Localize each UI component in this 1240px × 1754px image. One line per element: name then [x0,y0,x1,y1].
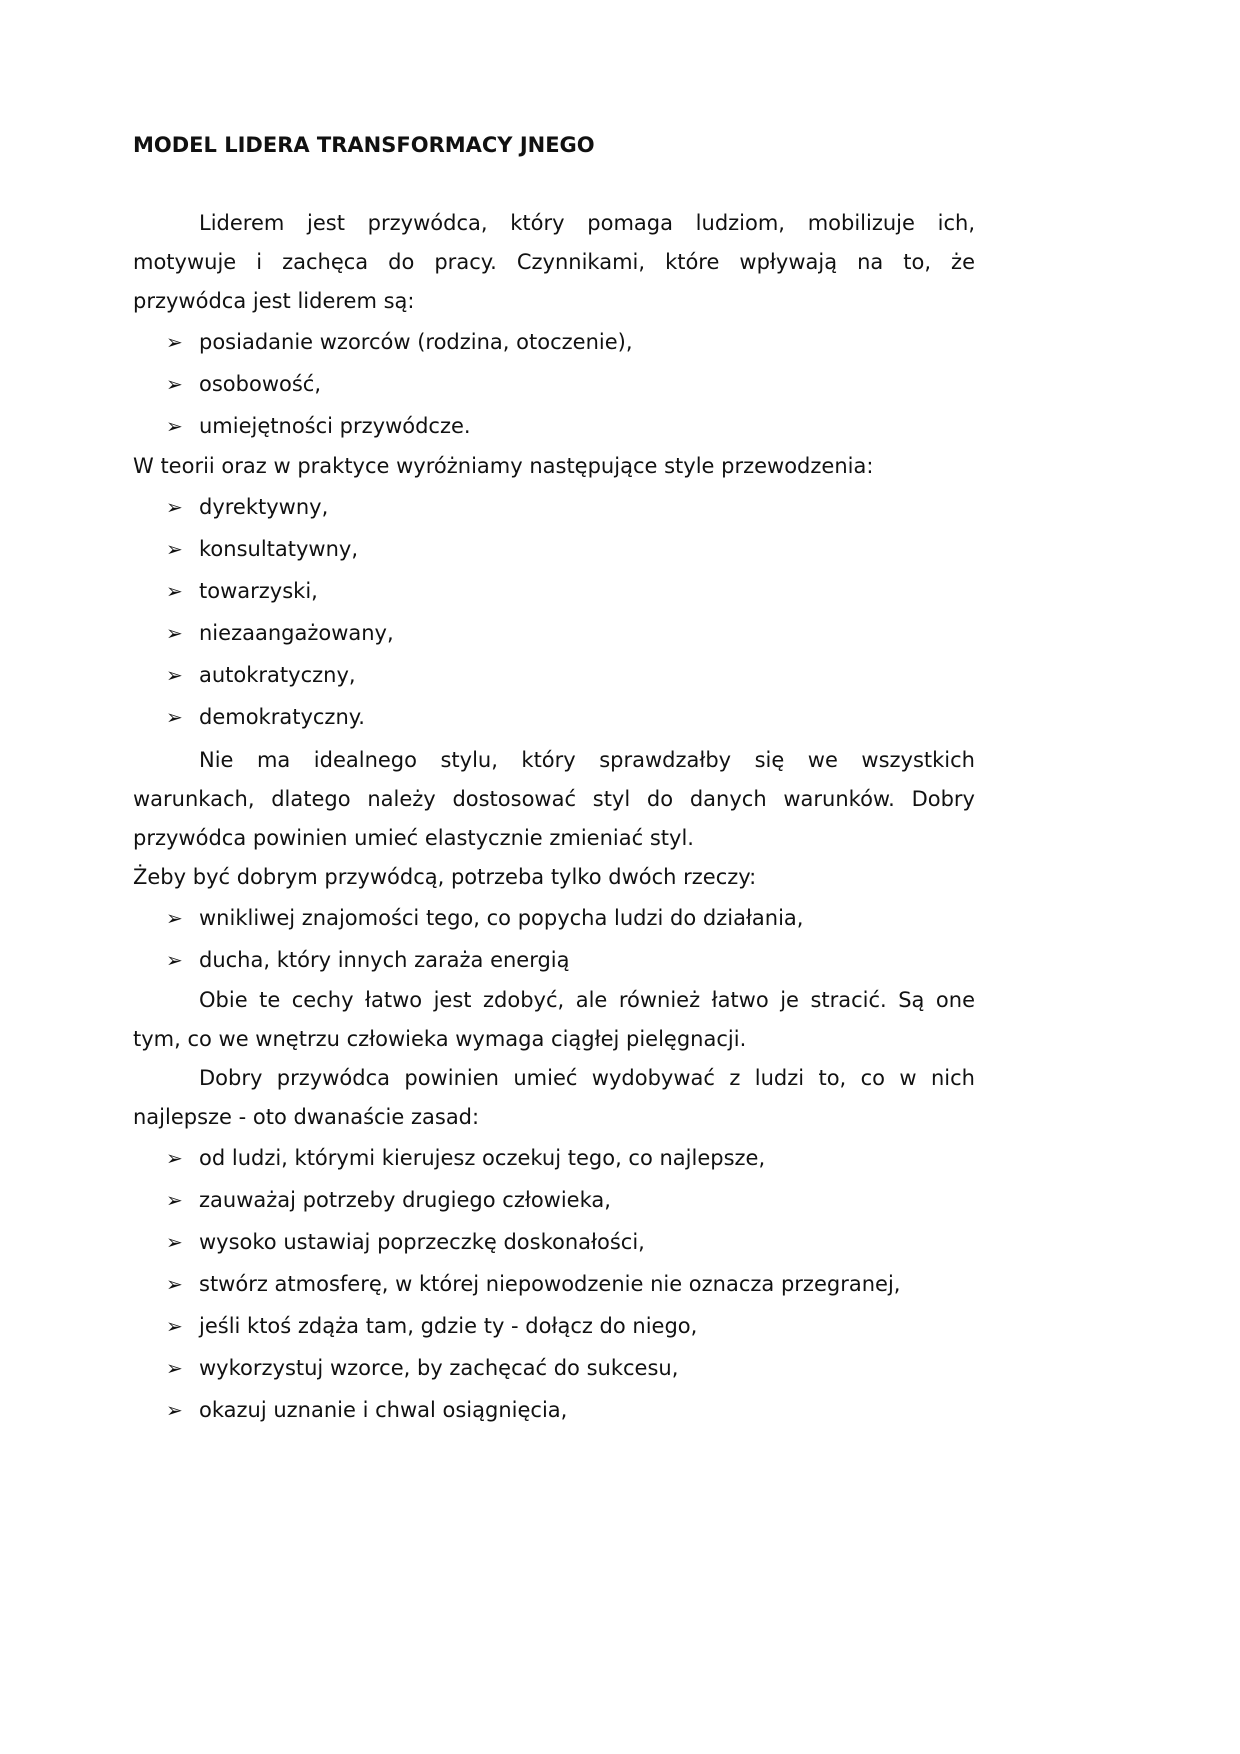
arrow-bullet-icon: ➢ [166,1272,183,1296]
paragraph-styles-intro: W teorii oraz w praktyce wyróżniamy następujące style przewodzenia: [133,454,874,478]
list-item-text: zauważaj potrzeby drugiego człowieka, [199,1188,611,1212]
list-item [133,1347,975,1389]
list-item-text: posiadanie wzorców (rodzina, otoczenie), [199,330,633,354]
list-item-text: wykorzystuj wzorce, by zachęcać do sukcesu, [199,1356,679,1380]
arrow-bullet-icon: ➢ [166,906,183,930]
paragraph-intro [133,204,975,321]
list-factors [133,321,975,447]
arrow-bullet-icon: ➢ [166,414,183,438]
list-item-text: wnikliwej znajomości tego, co popycha ludzi do działania, [199,906,804,930]
arrow-bullet-icon: ➢ [166,537,183,561]
list-item [133,528,975,570]
paragraph-line: najlepsze - oto dwanaście zasad: [133,1105,480,1129]
list-item [133,939,975,981]
paragraph-line: motywuje i zachęca do pracy. Czynnikami, które wpływają na to, że [133,250,975,274]
paragraph-line: przywódca powinien umieć elastycznie zmieniać styl. [133,826,694,850]
list-item [133,1389,975,1431]
list-item-text: umiejętności przywódcze. [199,414,471,438]
paragraph-line: Obie te cechy łatwo jest zdobyć, ale również łatwo je stracić. Są one [199,988,975,1012]
arrow-bullet-icon: ➢ [166,330,183,354]
list-item [133,1137,975,1179]
list-item [133,1221,975,1263]
list-item-text: konsultatywny, [199,537,359,561]
arrow-bullet-icon: ➢ [166,495,183,519]
arrow-bullet-icon: ➢ [166,705,183,729]
paragraph-line: warunkach, dlatego należy dostosować styl do danych warunków. Dobry [133,787,975,811]
list-item-text: ducha, który innych zaraża energią [199,948,570,972]
list-item-text: niezaangażowany, [199,621,394,645]
list-item [133,897,975,939]
list-item [133,654,975,696]
paragraph-line: przywódca jest liderem są: [133,289,415,313]
arrow-bullet-icon: ➢ [166,1356,183,1380]
list-item-text: osobowość, [199,372,322,396]
paragraph-line: Nie ma idealnego stylu, który sprawdzałby się we wszystkich [199,748,975,772]
arrow-bullet-icon: ➢ [166,663,183,687]
list-item-text: autokratyczny, [199,663,356,687]
list-item-text: jeśli ktoś zdąża tam, gdzie ty - dołącz do niego, [199,1314,698,1338]
arrow-bullet-icon: ➢ [166,948,183,972]
list-item [133,405,975,447]
arrow-bullet-icon: ➢ [166,621,183,645]
list-item-text: dyrektywny, [199,495,329,519]
list-item-text: od ludzi, którymi kierujesz oczekuj tego, co najlepsze, [199,1146,766,1170]
arrow-bullet-icon: ➢ [166,1188,183,1212]
arrow-bullet-icon: ➢ [166,1398,183,1422]
arrow-bullet-icon: ➢ [166,1314,183,1338]
list-item-text: okazuj uznanie i chwal osiągnięcia, [199,1398,568,1422]
list-item [133,1179,975,1221]
list-item-text: demokratyczny. [199,705,365,729]
paragraph-ideal-style [133,741,975,858]
list-item [133,321,975,363]
list-item-text: stwórz atmosferę, w której niepowodzenie nie oznacza przegranej, [199,1272,901,1296]
list-item [133,570,975,612]
paragraph-line: Liderem jest przywódca, który pomaga ludziom, mobilizuje ich, [199,211,975,235]
paragraph-twelve-rules [133,1059,975,1137]
list-item [133,696,975,738]
list-rules [133,1137,975,1431]
paragraph-two-things: Żeby być dobrym przywódcą, potrzeba tylko dwóch rzeczy: [133,865,757,889]
list-item-text: towarzyski, [199,579,318,603]
arrow-bullet-icon: ➢ [166,1146,183,1170]
list-item [133,612,975,654]
list-item [133,363,975,405]
paragraph-line: tym, co we wnętrzu człowieka wymaga ciągłej pielęgnacji. [133,1027,747,1051]
list-item [133,1263,975,1305]
list-item [133,1305,975,1347]
paragraph-traits [133,981,975,1059]
list-two-things [133,897,975,981]
list-styles [133,486,975,738]
arrow-bullet-icon: ➢ [166,1230,183,1254]
paragraph-line: Dobry przywódca powinien umieć wydobywać z ludzi to, co w nich [199,1066,975,1090]
arrow-bullet-icon: ➢ [166,372,183,396]
list-item-text: wysoko ustawiaj poprzeczkę doskonałości, [199,1230,645,1254]
document-page [133,126,975,1431]
document-title: MODEL LIDERA TRANSFORMACY JNEGO [133,133,595,157]
arrow-bullet-icon: ➢ [166,579,183,603]
list-item [133,486,975,528]
